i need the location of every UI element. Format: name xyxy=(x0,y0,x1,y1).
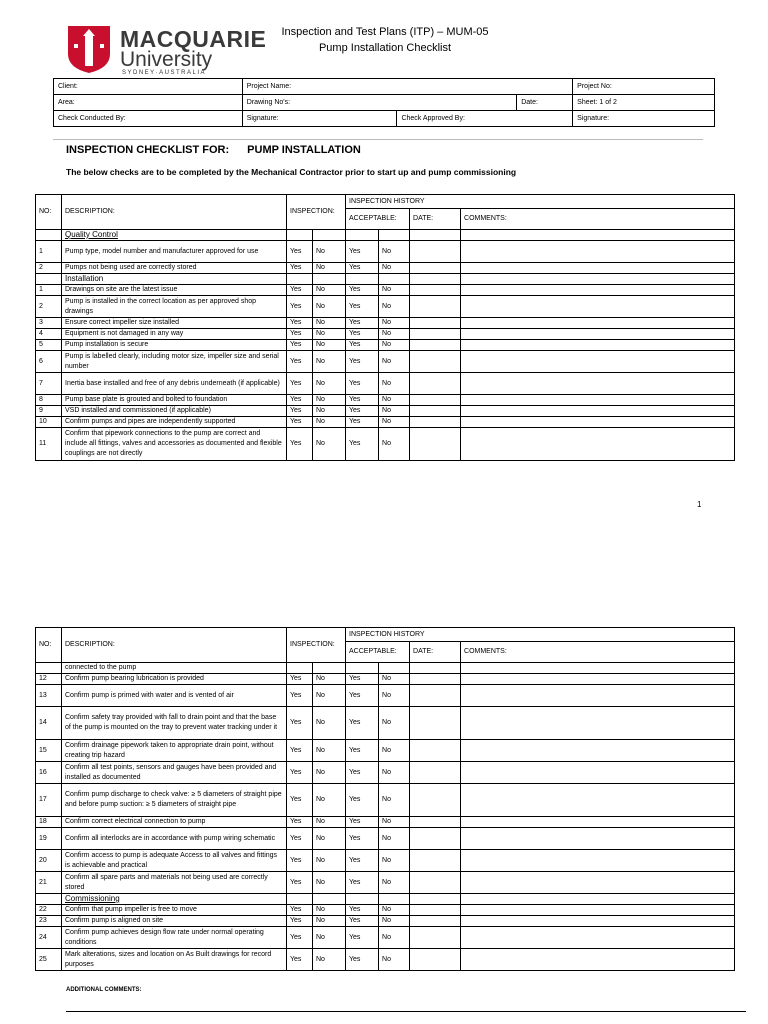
item-description: Confirm all spare parts and materials not being used are correctly stored xyxy=(62,872,287,894)
acceptable-yes[interactable]: Yes xyxy=(346,784,379,817)
inspection-yes[interactable]: Yes xyxy=(287,916,313,927)
acceptable-no[interactable]: No xyxy=(379,340,410,351)
date-cell[interactable] xyxy=(410,850,461,872)
inspection-yes[interactable]: Yes xyxy=(287,828,313,850)
item-number: 22 xyxy=(36,905,62,916)
item-description: Confirm pump bearing lubrication is provided xyxy=(62,674,287,685)
table-row xyxy=(36,784,735,817)
col-inspection-header: INSPECTION: xyxy=(287,195,346,230)
date-cell[interactable] xyxy=(410,318,461,329)
comments-cell[interactable] xyxy=(461,905,735,916)
inspection-no[interactable]: No xyxy=(313,905,346,916)
table-row xyxy=(36,241,735,263)
item-description: Pump installation is secure xyxy=(62,340,287,351)
inspection-no[interactable]: No xyxy=(313,916,346,927)
col-date-header: DATE: xyxy=(410,642,461,663)
checklist-subject: PUMP INSTALLATION xyxy=(247,144,361,156)
checklist-table-page1 xyxy=(35,194,735,461)
inspection-no[interactable]: No xyxy=(313,296,346,318)
item-description: Confirm pump is primed with water and is vented of air xyxy=(62,685,287,707)
item-number: 25 xyxy=(36,949,62,971)
acceptable-no[interactable]: No xyxy=(379,828,410,850)
section-title: Quality Control xyxy=(62,230,287,241)
comments-cell[interactable] xyxy=(461,318,735,329)
acceptable-no[interactable]: No xyxy=(379,406,410,417)
item-description: Confirm pump discharge to check valve: ≥ 5 diameters of straight pipe and before pump suction: ≥ 5 diameters of straight pipe xyxy=(62,784,287,817)
date-cell[interactable] xyxy=(410,817,461,828)
acceptable-yes[interactable]: Yes xyxy=(346,395,379,406)
acceptable-no[interactable]: No xyxy=(379,784,410,817)
acceptable-yes[interactable]: Yes xyxy=(346,329,379,340)
inspection-no[interactable]: No xyxy=(313,674,346,685)
university-crest-icon xyxy=(66,24,112,74)
inspection-yes[interactable]: Yes xyxy=(287,674,313,685)
comments-cell[interactable] xyxy=(461,762,735,784)
col-acceptable-header: ACCEPTABLE: xyxy=(346,642,410,663)
inspection-no[interactable]: No xyxy=(313,428,346,461)
table-row xyxy=(36,872,735,894)
item-number: 15 xyxy=(36,740,62,762)
date-cell[interactable] xyxy=(410,872,461,894)
item-description: VSD installed and commissioned (if applicable) xyxy=(62,406,287,417)
date-cell[interactable] xyxy=(410,949,461,971)
area-field[interactable]: Area: xyxy=(54,95,243,111)
comments-cell[interactable] xyxy=(461,263,735,274)
date-cell[interactable] xyxy=(410,285,461,296)
acceptable-no[interactable]: No xyxy=(379,296,410,318)
comments-cell[interactable] xyxy=(461,784,735,817)
item-number: 19 xyxy=(36,828,62,850)
inspection-yes[interactable]: Yes xyxy=(287,762,313,784)
item-number: 1 xyxy=(36,285,62,296)
acceptable-no[interactable]: No xyxy=(379,927,410,949)
table-row xyxy=(36,740,735,762)
acceptable-yes[interactable]: Yes xyxy=(346,263,379,274)
item-number: 23 xyxy=(36,916,62,927)
inspection-no[interactable]: No xyxy=(313,762,346,784)
table-row xyxy=(36,406,735,417)
date-cell[interactable] xyxy=(410,351,461,373)
inspection-no[interactable]: No xyxy=(313,817,346,828)
acceptable-yes[interactable]: Yes xyxy=(346,285,379,296)
drawing-nos-field[interactable]: Drawing No's: xyxy=(242,95,517,111)
header-fields-table xyxy=(53,78,715,127)
item-description: Pump is installed in the correct location as per approved shop drawings xyxy=(62,296,287,318)
acceptable-no[interactable]: No xyxy=(379,351,410,373)
table-row xyxy=(36,296,735,318)
acceptable-no[interactable]: No xyxy=(379,285,410,296)
inspection-no[interactable]: No xyxy=(313,373,346,395)
comments-cell[interactable] xyxy=(461,340,735,351)
table-row xyxy=(36,428,735,461)
item-number: 20 xyxy=(36,850,62,872)
item-number: 3 xyxy=(36,318,62,329)
comments-cell[interactable] xyxy=(461,685,735,707)
item-number: 9 xyxy=(36,406,62,417)
comments-cell[interactable] xyxy=(461,417,735,428)
date-cell[interactable] xyxy=(410,784,461,817)
inspection-yes[interactable]: Yes xyxy=(287,927,313,949)
logo-wordmark-line1: MACQUARIE xyxy=(120,26,267,52)
acceptable-yes[interactable]: Yes xyxy=(346,828,379,850)
acceptable-no[interactable]: No xyxy=(379,707,410,740)
acceptable-no[interactable]: No xyxy=(379,674,410,685)
check-conducted-by-field[interactable]: Check Conducted By: xyxy=(54,111,243,127)
date-cell[interactable] xyxy=(410,340,461,351)
checklist-heading-label: INSPECTION CHECKLIST FOR: xyxy=(66,144,230,156)
inspection-no[interactable]: No xyxy=(313,340,346,351)
acceptable-no[interactable]: No xyxy=(379,762,410,784)
inspection-yes[interactable]: Yes xyxy=(287,784,313,817)
table-row xyxy=(36,828,735,850)
inspection-no[interactable]: No xyxy=(313,685,346,707)
inspection-yes[interactable]: Yes xyxy=(287,850,313,872)
divider xyxy=(53,139,703,140)
item-description: Inertia base installed and free of any debris underneath (if applicable) xyxy=(62,373,287,395)
table-row xyxy=(36,916,735,927)
acceptable-yes[interactable]: Yes xyxy=(346,428,379,461)
date-cell[interactable] xyxy=(410,740,461,762)
col-comments-header: COMMENTS: xyxy=(461,209,735,230)
date-cell[interactable] xyxy=(410,762,461,784)
col-acceptable-header: ACCEPTABLE: xyxy=(346,209,410,230)
date-cell[interactable] xyxy=(410,417,461,428)
inspection-yes[interactable]: Yes xyxy=(287,329,313,340)
item-description: Confirm safety tray provided with fall to drain point and that the base of the pump is mounted on the tray to prevent water tracking under it xyxy=(62,707,287,740)
acceptable-yes[interactable]: Yes xyxy=(346,674,379,685)
inspection-no[interactable]: No xyxy=(313,351,346,373)
acceptable-no[interactable]: No xyxy=(379,395,410,406)
date-cell[interactable] xyxy=(410,707,461,740)
acceptable-yes[interactable]: Yes xyxy=(346,817,379,828)
acceptable-yes[interactable]: Yes xyxy=(346,872,379,894)
item-number: 17 xyxy=(36,784,62,817)
date-cell[interactable] xyxy=(410,927,461,949)
item-number: 2 xyxy=(36,296,62,318)
acceptable-yes[interactable]: Yes xyxy=(346,351,379,373)
item-description: Mark alterations, sizes and location on As Built drawings for record purposes xyxy=(62,949,287,971)
acceptable-no[interactable]: No xyxy=(379,872,410,894)
acceptable-yes[interactable]: Yes xyxy=(346,927,379,949)
comments-cell[interactable] xyxy=(461,817,735,828)
inspection-yes[interactable]: Yes xyxy=(287,395,313,406)
table-row xyxy=(36,817,735,828)
checklist-table-page2 xyxy=(35,627,735,971)
inspection-no[interactable]: No xyxy=(313,285,346,296)
inspection-yes[interactable]: Yes xyxy=(287,351,313,373)
item-description: Equipment is not damaged in any way xyxy=(62,329,287,340)
comments-cell[interactable] xyxy=(461,872,735,894)
date-cell[interactable] xyxy=(410,329,461,340)
inspection-yes[interactable]: Yes xyxy=(287,406,313,417)
date-cell[interactable] xyxy=(410,395,461,406)
item-description: Pump type, model number and manufacturer approved for use xyxy=(62,241,287,263)
inspection-no[interactable]: No xyxy=(313,949,346,971)
table-row xyxy=(36,329,735,340)
project-name-field[interactable]: Project Name: xyxy=(242,79,572,95)
inspection-yes[interactable]: Yes xyxy=(287,241,313,263)
table-row xyxy=(36,351,735,373)
comments-cell[interactable] xyxy=(461,927,735,949)
item-number: 7 xyxy=(36,373,62,395)
inspection-yes[interactable]: Yes xyxy=(287,263,313,274)
item-description: Confirm all interlocks are in accordance with pump wiring schematic xyxy=(62,828,287,850)
inspection-yes[interactable]: Yes xyxy=(287,949,313,971)
table-row xyxy=(36,417,735,428)
item-description: Confirm pump is aligned on site xyxy=(62,916,287,927)
date-cell[interactable] xyxy=(410,406,461,417)
item-number: 21 xyxy=(36,872,62,894)
acceptable-no[interactable]: No xyxy=(379,905,410,916)
acceptable-yes[interactable]: Yes xyxy=(346,417,379,428)
inspection-yes[interactable]: Yes xyxy=(287,340,313,351)
acceptable-yes[interactable]: Yes xyxy=(346,850,379,872)
item-number: 14 xyxy=(36,707,62,740)
acceptable-no[interactable]: No xyxy=(379,241,410,263)
inspection-no[interactable]: No xyxy=(313,318,346,329)
col-history-header: INSPECTION HISTORY xyxy=(346,195,735,209)
table-row xyxy=(36,707,735,740)
logo-wordmark-line3: SYDNEY·AUSTRALIA xyxy=(122,70,207,76)
additional-comments-label: ADDITIONAL COMMENTS: xyxy=(66,987,142,993)
inspection-no[interactable]: No xyxy=(313,263,346,274)
signature-field-2[interactable]: Signature: xyxy=(573,111,715,127)
col-history-header: INSPECTION HISTORY xyxy=(346,628,735,642)
acceptable-yes[interactable]: Yes xyxy=(346,685,379,707)
comments-cell[interactable] xyxy=(461,296,735,318)
item-description: Confirm access to pump is adequate Access to all valves and fittings is achievable and practical xyxy=(62,850,287,872)
col-inspection-header: INSPECTION: xyxy=(287,628,346,663)
acceptable-no[interactable]: No xyxy=(379,318,410,329)
inspection-yes[interactable]: Yes xyxy=(287,740,313,762)
table-row xyxy=(36,395,735,406)
item-description: Confirm pumps and pipes are independently supported xyxy=(62,417,287,428)
item-number: 8 xyxy=(36,395,62,406)
inspection-no[interactable]: No xyxy=(313,784,346,817)
acceptable-no[interactable]: No xyxy=(379,263,410,274)
acceptable-yes[interactable]: Yes xyxy=(346,406,379,417)
acceptable-yes[interactable]: Yes xyxy=(346,905,379,916)
table-row xyxy=(36,318,735,329)
acceptable-yes[interactable]: Yes xyxy=(346,373,379,395)
inspection-yes[interactable]: Yes xyxy=(287,296,313,318)
item-description: Pumps not being used are correctly stored xyxy=(62,263,287,274)
document-title xyxy=(240,24,530,56)
item-number: 24 xyxy=(36,927,62,949)
inspection-no[interactable]: No xyxy=(313,872,346,894)
date-cell[interactable] xyxy=(410,916,461,927)
table-row xyxy=(36,674,735,685)
comments-cell[interactable] xyxy=(461,916,735,927)
check-approved-by-field[interactable]: Check Approved By: xyxy=(397,111,573,127)
item-number: 10 xyxy=(36,417,62,428)
item-number: 12 xyxy=(36,674,62,685)
date-cell[interactable] xyxy=(410,685,461,707)
intro-text: The below checks are to be completed by the Mechanical Contractor prior to start up and pump commissioning xyxy=(66,167,517,177)
item-description: Confirm drainage pipework taken to appropriate drain point, without creating trip hazard xyxy=(62,740,287,762)
title-line1: Inspection and Test Plans (ITP) – MUM-05 xyxy=(281,26,489,38)
acceptable-no[interactable]: No xyxy=(379,329,410,340)
item-number: 11 xyxy=(36,428,62,461)
table-row xyxy=(36,905,735,916)
acceptable-no[interactable]: No xyxy=(379,428,410,461)
acceptable-no[interactable]: No xyxy=(379,685,410,707)
date-cell[interactable] xyxy=(410,296,461,318)
inspection-yes[interactable]: Yes xyxy=(287,417,313,428)
logo-wordmark-line2: University xyxy=(120,48,213,71)
comments-cell[interactable] xyxy=(461,674,735,685)
acceptable-no[interactable]: No xyxy=(379,949,410,971)
checklist-heading xyxy=(66,144,361,156)
inspection-no[interactable]: No xyxy=(313,927,346,949)
item-description: Confirm correct electrical connection to pump xyxy=(62,817,287,828)
comments-cell[interactable] xyxy=(461,707,735,740)
inspection-yes[interactable]: Yes xyxy=(287,428,313,461)
comments-cell[interactable] xyxy=(461,740,735,762)
table-row xyxy=(36,685,735,707)
item-description: Confirm pump achieves design flow rate under normal operating conditions xyxy=(62,927,287,949)
inspection-no[interactable]: No xyxy=(313,828,346,850)
table-row xyxy=(36,949,735,971)
inspection-no[interactable]: No xyxy=(313,406,346,417)
section-title: Commissioning xyxy=(62,894,287,905)
acceptable-no[interactable]: No xyxy=(379,817,410,828)
comments-cell[interactable] xyxy=(461,329,735,340)
col-description-header: DESCRIPTION: xyxy=(62,628,287,663)
sheet-field: Sheet: 1 of 2 xyxy=(573,95,715,111)
acceptable-yes[interactable]: Yes xyxy=(346,707,379,740)
item-description: Pump is labelled clearly, including motor size, impeller size and serial number xyxy=(62,351,287,373)
inspection-yes[interactable]: Yes xyxy=(287,707,313,740)
item-description: Confirm that pipework connections to the pump are correct and include all fittings, valves and accessories as documented and flexible couplings are not directly xyxy=(62,428,287,461)
table-row xyxy=(36,762,735,784)
date-cell[interactable] xyxy=(410,828,461,850)
inspection-yes[interactable]: Yes xyxy=(287,905,313,916)
title-line2: Pump Installation Checklist xyxy=(318,42,452,54)
inspection-no[interactable]: No xyxy=(313,395,346,406)
acceptable-yes[interactable]: Yes xyxy=(346,949,379,971)
item-number: 6 xyxy=(36,351,62,373)
acceptable-yes[interactable]: Yes xyxy=(346,241,379,263)
date-cell[interactable] xyxy=(410,241,461,263)
inspection-no[interactable]: No xyxy=(313,850,346,872)
client-field[interactable]: Client: xyxy=(54,79,243,95)
acceptable-yes[interactable]: Yes xyxy=(346,340,379,351)
col-comments-header: COMMENTS: xyxy=(461,642,735,663)
item-description: Drawings on site are the latest issue xyxy=(62,285,287,296)
col-description-header: DESCRIPTION: xyxy=(62,195,287,230)
inspection-yes[interactable]: Yes xyxy=(287,318,313,329)
col-no-header: NO: xyxy=(36,628,62,663)
table-row xyxy=(36,927,735,949)
date-cell[interactable] xyxy=(410,263,461,274)
comments-cell[interactable] xyxy=(461,428,735,461)
item-number: 4 xyxy=(36,329,62,340)
date-cell[interactable] xyxy=(410,373,461,395)
acceptable-yes[interactable]: Yes xyxy=(346,916,379,927)
inspection-no[interactable]: No xyxy=(313,241,346,263)
item-description: Confirm that pump impeller is free to move xyxy=(62,905,287,916)
date-field[interactable]: Date: xyxy=(517,95,573,111)
acceptable-yes[interactable]: Yes xyxy=(346,762,379,784)
item-description: Confirm all test points, sensors and gauges have been provided and installed as documented xyxy=(62,762,287,784)
inspection-no[interactable]: No xyxy=(313,740,346,762)
comments-cell[interactable] xyxy=(461,373,735,395)
acceptable-yes[interactable]: Yes xyxy=(346,296,379,318)
comments-cell[interactable] xyxy=(461,395,735,406)
date-cell[interactable] xyxy=(410,428,461,461)
table-row xyxy=(36,850,735,872)
item-number: 1 xyxy=(36,241,62,263)
acceptable-yes[interactable]: Yes xyxy=(346,318,379,329)
page-number: 1 xyxy=(697,500,702,509)
date-cell[interactable] xyxy=(410,674,461,685)
table-row xyxy=(36,263,735,274)
continuation-text: connected to the pump xyxy=(62,663,287,674)
col-date-header: DATE: xyxy=(410,209,461,230)
acceptable-no[interactable]: No xyxy=(379,850,410,872)
comments-cell[interactable] xyxy=(461,406,735,417)
inspection-yes[interactable]: Yes xyxy=(287,817,313,828)
acceptable-no[interactable]: No xyxy=(379,740,410,762)
item-number: 5 xyxy=(36,340,62,351)
item-description: Pump base plate is grouted and bolted to foundation xyxy=(62,395,287,406)
inspection-yes[interactable]: Yes xyxy=(287,285,313,296)
comments-cell[interactable] xyxy=(461,241,735,263)
comments-cell[interactable] xyxy=(461,850,735,872)
acceptable-no[interactable]: No xyxy=(379,916,410,927)
comments-cell[interactable] xyxy=(461,351,735,373)
project-no-field[interactable]: Project No: xyxy=(573,79,715,95)
inspection-yes[interactable]: Yes xyxy=(287,373,313,395)
date-cell[interactable] xyxy=(410,905,461,916)
inspection-yes[interactable]: Yes xyxy=(287,685,313,707)
inspection-yes[interactable]: Yes xyxy=(287,872,313,894)
item-number: 18 xyxy=(36,817,62,828)
comments-cell[interactable] xyxy=(461,285,735,296)
inspection-no[interactable]: No xyxy=(313,417,346,428)
inspection-no[interactable]: No xyxy=(313,707,346,740)
acceptable-no[interactable]: No xyxy=(379,373,410,395)
additional-comments-line[interactable] xyxy=(66,1011,746,1012)
item-number: 13 xyxy=(36,685,62,707)
section-title: Installation xyxy=(62,274,287,285)
col-no-header: NO: xyxy=(36,195,62,230)
table-row xyxy=(36,285,735,296)
item-number: 2 xyxy=(36,263,62,274)
comments-cell[interactable] xyxy=(461,828,735,850)
table-row xyxy=(36,340,735,351)
table-row xyxy=(36,373,735,395)
acceptable-yes[interactable]: Yes xyxy=(346,740,379,762)
macquarie-logo xyxy=(66,24,267,76)
comments-cell[interactable] xyxy=(461,949,735,971)
item-description: Ensure correct impeller size installed xyxy=(62,318,287,329)
item-number: 16 xyxy=(36,762,62,784)
acceptable-no[interactable]: No xyxy=(379,417,410,428)
signature-field-1[interactable]: Signature: xyxy=(242,111,397,127)
inspection-no[interactable]: No xyxy=(313,329,346,340)
